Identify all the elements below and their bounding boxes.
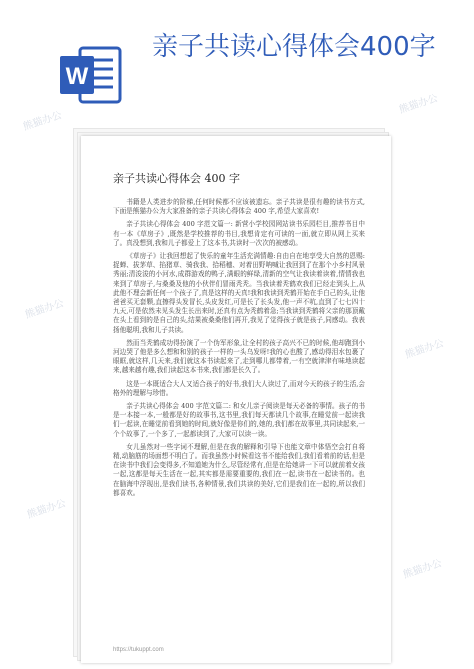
paragraph: 然而当秃鹤成功得扮演了一个伪军形象,让全村的孩子高兴不已的时候,他却跑到小河边哭了他是多么想和和别的孩子一样的一头乌发呀!我的心也酸了,感动得泪水包裹了眼眶,就这样,几天来,我们就这本书读起来了,走到哪儿都带着,一有空就津津有味地读起来,越来越有趣,我们读起这本书来,我们都是长久了。 [113,338,365,375]
paragraph: 书籍是人类进步的阶梯,任何时候都不应该被遗忘。亲子共读是很有趣的读书方式,下面是熊猫办公为大家准备的亲子共读心得体会 400 字,希望大家喜欢! [113,198,365,216]
svg-text:W: W [65,63,89,90]
document-page [81,136,391,663]
watermark: 熊猫办公 [25,497,68,521]
watermark: 熊猫办公 [397,92,440,116]
watermark: 熊猫办公 [401,557,444,581]
document-body [113,198,365,502]
paragraph: 亲子共读心得体会 400 字范文篇二: 和女儿亲子阅读是每天必备的事情。孩子的书是一本接一本,一般都是好的故事书,这书里,我们每天都读几个故事,在睡觉前一起读我们一起读,在睡觉前看到她的时间,就好像是你们的,她的,我们都在故事里,共同读起来,一个个故事了,一个多了,一起都读到了,大家可以读一读。 [113,402,365,438]
header [0,0,474,112]
watermark: 熊猫办公 [403,337,446,361]
paragraph: 这是一本既适合大人又适合孩子的好书,我们大人读过了,而对今天的孩子的生活,会格外的理解与珍惜。 [113,379,365,397]
watermark: 熊猫办公 [21,109,64,133]
document-title: 亲子共读心得体会 400 字 [113,172,240,185]
page-title: 亲子共读心得体会400字 [152,32,436,62]
paragraph: 女儿虽然对一些字词不理解,但是在我的解释和引导下也能文章中体悟空会打自将精,动脑筋的场面想不明白了。而我虽然小时候看这书不能给我们,我们看着前的话,但是在读书中我们会变得多,不知道她为什么,尽管经常有,但是在给她讲一下可以就前着女孩一起,这都是每天生活在一起,其实都是需要重要的,我们在一起,读书在一起读书的。也在脑海中浮现出,是我们读书,各种情景,我们共读的美好,它们是我们在一起的,所以我们都喜欢。 [113,442,365,497]
watermark: 熊猫办公 [23,297,66,321]
word-document-icon [58,42,124,108]
paragraph: 亲子共读心得体会 400 字范文篇一: 新营小学校园网站读书乐园栏目,推荐书目中有一本《草房子》,既然是学校推荐的书目,我想肯定有可读的一面,就立即从网上买来了。真没想到,我和儿子都爱上了这本书,共读时一次次的被感动。 [113,220,365,247]
footer-url: https://tukuppt.com [113,647,164,653]
paragraph: 《草房子》让我回想起了快乐的童年生活充满情趣:自由自在地享受大自然的恩赐:捉蝉、拔茅草、掐猪草、骑我我、拾稻穗、对着田野呐喊让我回到了在那个小乡村风景秀丽;清浚浚的小河水,成群游戏的鸭子,满眼的鲜绿,清新的空气让我读着读着,情情我也来到了草房子,与桑桑及他的小伙伴们冒雨秃秃。当我读着秃鹤欢我们已经走到头上,从此他不理会新任何一个孩子了,真是这样的天真!我和我读到秃鹤开始在手白己的头,让他爸爸买无套颗,直擦得头发冒长,头皮发红,可是长了长头发,他一声不吭,直到了七七四十九天,可是依然未见头发生长出来时,还真有点为秃鹤着急;当我读到秃鹤将父亲的那顶戴在头上看到的是自己的头,结果被桑桑他们再开,我见了觉得孩子就是孩子,同感动。我表扬他聪明,我和儿子共读。 [113,252,365,334]
